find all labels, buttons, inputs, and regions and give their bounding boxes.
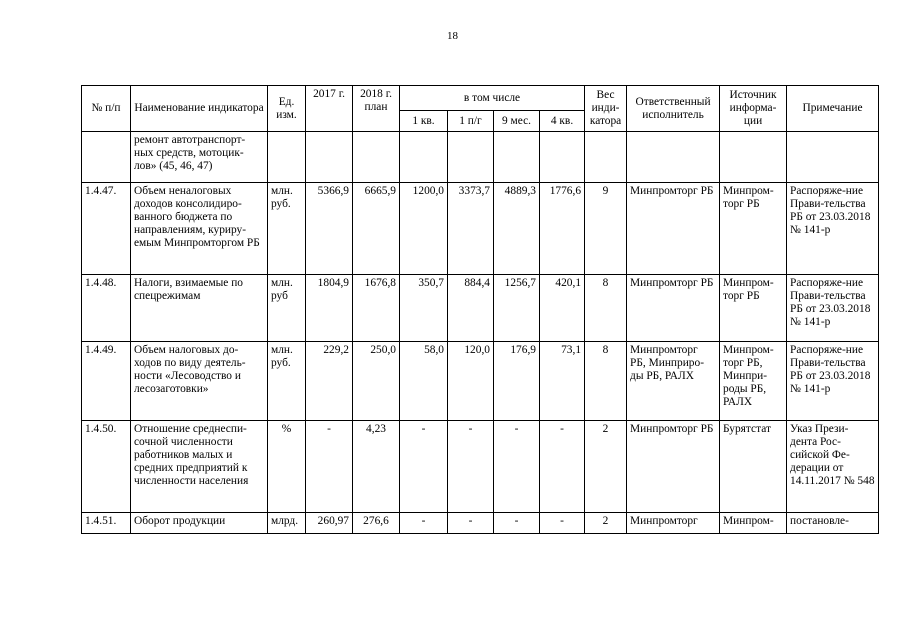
cell-9m: 176,9 — [494, 342, 540, 421]
cell-num — [82, 132, 131, 183]
cell-q4: 1776,6 — [540, 183, 585, 275]
header-num: № п/п — [82, 86, 131, 132]
cell-note: Указ Прези-дента Рос-сийской Фе-дерации от 14.11.2017 № 548 — [787, 421, 879, 513]
cell-note: Распоряже-ние Прави-тельства РБ от 23.03.2018 № 141-р — [787, 275, 879, 342]
cell-source: Минпром-торг РБ, Минпри-роды РБ, РАЛХ — [720, 342, 787, 421]
cell-weight: 8 — [585, 275, 627, 342]
cell-note: Распоряже-ние Прави-тельства РБ от 23.03.2018 № 141-р — [787, 342, 879, 421]
cell-2018 — [353, 132, 400, 183]
cell-unit: млн. руб — [268, 275, 306, 342]
cell-num: 1.4.49. — [82, 342, 131, 421]
cell-source: Минпром-торг РБ — [720, 183, 787, 275]
cell-2018: 6665,9 — [353, 183, 400, 275]
table-header-row — [82, 86, 879, 111]
cell-responsible: Минпромторг РБ, Минприро-ды РБ, РАЛХ — [627, 342, 720, 421]
header-weight: Вес инди-катора — [585, 86, 627, 132]
cell-q1: 58,0 — [400, 342, 448, 421]
cell-weight: 8 — [585, 342, 627, 421]
cell-h1 — [448, 132, 494, 183]
indicators-table — [81, 85, 879, 534]
cell-9m: 1256,7 — [494, 275, 540, 342]
cell-2018: 250,0 — [353, 342, 400, 421]
header-name: Наименование индикатора — [131, 86, 268, 132]
cell-source: Бурятстат — [720, 421, 787, 513]
header-9m: 9 мес. — [494, 111, 540, 132]
cell-name: Оборот продукции — [131, 513, 268, 534]
table-row — [82, 513, 879, 534]
cell-source: Минпром- — [720, 513, 787, 534]
cell-2017: 229,2 — [306, 342, 353, 421]
cell-h1: 120,0 — [448, 342, 494, 421]
cell-num: 1.4.48. — [82, 275, 131, 342]
cell-h1: - — [448, 513, 494, 534]
cell-9m: - — [494, 421, 540, 513]
header-responsible: Ответственный исполнитель — [627, 86, 720, 132]
page-number: 18 — [447, 30, 458, 42]
cell-unit — [268, 132, 306, 183]
cell-9m: - — [494, 513, 540, 534]
cell-source — [720, 132, 787, 183]
header-including: в том числе — [400, 86, 585, 111]
cell-responsible: Минпромторг РБ — [627, 275, 720, 342]
cell-q4: - — [540, 421, 585, 513]
cell-responsible: Минпромторг РБ — [627, 183, 720, 275]
cell-name: Налоги, взимаемые по спецрежимам — [131, 275, 268, 342]
cell-name: ремонт автотранспорт-ных средств, мотоцик-лов» (45, 46, 47) — [131, 132, 268, 183]
cell-note: постановле- — [787, 513, 879, 534]
cell-2018: 276,6 — [353, 513, 400, 534]
table-row — [82, 342, 879, 421]
cell-2017 — [306, 132, 353, 183]
cell-note — [787, 132, 879, 183]
cell-2017: - — [306, 421, 353, 513]
cell-2018: 1676,8 — [353, 275, 400, 342]
cell-q4 — [540, 132, 585, 183]
cell-weight — [585, 132, 627, 183]
cell-9m: 4889,3 — [494, 183, 540, 275]
table-row — [82, 183, 879, 275]
cell-q4: 420,1 — [540, 275, 585, 342]
cell-h1: 3373,7 — [448, 183, 494, 275]
cell-responsible — [627, 132, 720, 183]
cell-q1: - — [400, 513, 448, 534]
cell-9m — [494, 132, 540, 183]
cell-name: Отношение среднеспи-сочной численности работников малых и средних предприятий к численности населения — [131, 421, 268, 513]
cell-q1 — [400, 132, 448, 183]
header-q4: 4 кв. — [540, 111, 585, 132]
cell-q1: - — [400, 421, 448, 513]
header-h1: 1 п/г — [448, 111, 494, 132]
table-row — [82, 132, 879, 183]
cell-2018: 4,23 — [353, 421, 400, 513]
cell-2017: 1804,9 — [306, 275, 353, 342]
cell-q1: 1200,0 — [400, 183, 448, 275]
cell-q4: 73,1 — [540, 342, 585, 421]
cell-responsible: Минпромторг РБ — [627, 421, 720, 513]
cell-num: 1.4.50. — [82, 421, 131, 513]
cell-q4: - — [540, 513, 585, 534]
cell-weight: 2 — [585, 513, 627, 534]
cell-2017: 5366,9 — [306, 183, 353, 275]
cell-h1: - — [448, 421, 494, 513]
header-2018-plan: 2018 г. план — [353, 86, 400, 132]
cell-num: 1.4.51. — [82, 513, 131, 534]
cell-2017: 260,97 — [306, 513, 353, 534]
header-source: Источник информа-ции — [720, 86, 787, 132]
cell-unit: млн. руб. — [268, 183, 306, 275]
cell-name: Объем неналоговых доходов консолидиро-ванного бюджета по направлениям, куриру-емым Минпромторгом РБ — [131, 183, 268, 275]
cell-h1: 884,4 — [448, 275, 494, 342]
cell-name: Объем налоговых до-ходов по виду деятель-ности «Лесоводство и лесозаготовки» — [131, 342, 268, 421]
cell-q1: 350,7 — [400, 275, 448, 342]
cell-num: 1.4.47. — [82, 183, 131, 275]
cell-source: Минпром-торг РБ — [720, 275, 787, 342]
header-unit: Ед. изм. — [268, 86, 306, 132]
header-2017: 2017 г. — [306, 86, 353, 132]
table-row — [82, 275, 879, 342]
cell-responsible: Минпромторг — [627, 513, 720, 534]
cell-unit: млн. руб. — [268, 342, 306, 421]
cell-unit: % — [268, 421, 306, 513]
cell-note: Распоряже-ние Прави-тельства РБ от 23.03.2018 № 141-р — [787, 183, 879, 275]
header-note: Примечание — [787, 86, 879, 132]
cell-weight: 2 — [585, 421, 627, 513]
cell-unit: млрд. — [268, 513, 306, 534]
header-q1: 1 кв. — [400, 111, 448, 132]
table-row — [82, 421, 879, 513]
cell-weight: 9 — [585, 183, 627, 275]
